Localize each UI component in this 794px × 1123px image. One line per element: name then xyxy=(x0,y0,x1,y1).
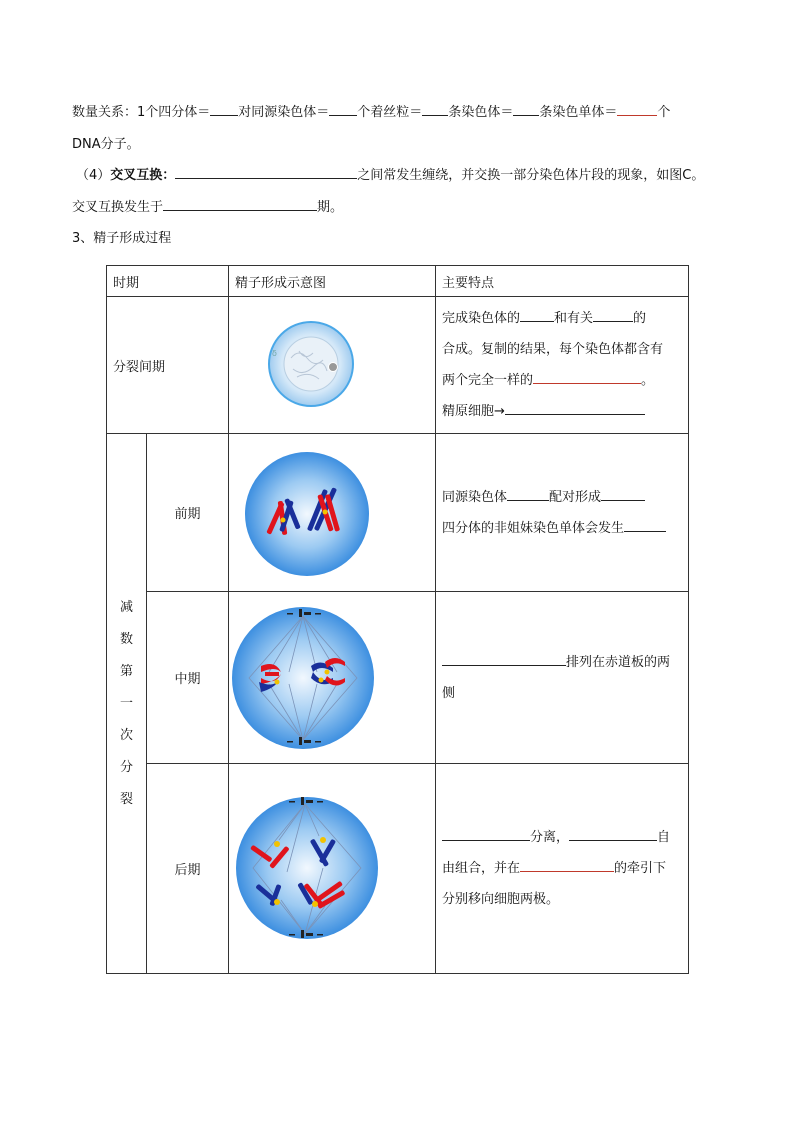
metaphase-label: 中期 xyxy=(147,592,229,764)
fill-blank[interactable] xyxy=(507,488,549,501)
table-header-row xyxy=(107,266,689,297)
text-segment: 个着丝粒＝ xyxy=(357,105,423,120)
fill-blank[interactable] xyxy=(533,371,641,384)
prophase-features: 同源染色体 配对形成 四分体的非姐妹染色单体会发生 xyxy=(436,434,689,592)
crossover-timing-line xyxy=(72,198,343,218)
fill-blank[interactable] xyxy=(593,309,633,322)
crossover-line xyxy=(76,166,704,186)
text-segment: 期。 xyxy=(317,200,344,215)
anaphase-cell-illustration xyxy=(229,764,435,973)
anaphase-label: 后期 xyxy=(147,764,229,974)
prophase-label: 前期 xyxy=(147,434,229,592)
fill-blank[interactable] xyxy=(210,103,238,116)
table-row-metaphase xyxy=(107,592,689,764)
quantity-relation-line xyxy=(72,103,670,123)
text-segment: 之间常发生缠绕，并交换一部分染色体片段的现象，如图C。 xyxy=(357,168,705,183)
text-segment: 交叉互换发生于 xyxy=(72,200,164,215)
svg-text:δ: δ xyxy=(272,348,277,358)
metaphase-diagram xyxy=(229,592,436,764)
cell-body xyxy=(236,797,378,939)
text-segment: 条染色体＝ xyxy=(448,105,514,120)
text-segment: 个 xyxy=(657,105,671,120)
fill-blank[interactable] xyxy=(442,828,530,841)
fill-blank[interactable] xyxy=(513,103,539,116)
cell-body xyxy=(232,607,374,749)
header-period: 时期 xyxy=(107,266,229,297)
table-row-prophase xyxy=(107,434,689,592)
fill-blank[interactable] xyxy=(601,488,645,501)
fill-blank[interactable] xyxy=(520,309,554,322)
fill-blank[interactable] xyxy=(329,103,357,116)
text-segment: 条染色单体＝ xyxy=(539,105,618,120)
fill-blank[interactable] xyxy=(617,103,657,116)
text-segment: 对同源染色体＝ xyxy=(238,105,330,120)
fill-blank[interactable] xyxy=(422,103,448,116)
interphase-diagram xyxy=(229,297,436,434)
anaphase-diagram xyxy=(229,764,436,974)
interphase-cell-illustration xyxy=(229,303,435,428)
metaphase-features: 排列在赤道板的两 侧 xyxy=(436,592,689,764)
fill-blank[interactable] xyxy=(624,519,666,532)
fill-blank[interactable] xyxy=(163,198,317,211)
fill-blank[interactable] xyxy=(569,828,657,841)
fill-blank[interactable] xyxy=(442,653,566,666)
term-crossover: 交叉互换： xyxy=(110,168,176,183)
prophase-diagram xyxy=(229,434,436,592)
metaphase-cell-illustration xyxy=(229,592,435,763)
dna-line: DNA分子。 xyxy=(72,137,140,152)
anaphase-features: 分离， 自 由组合，并在 的牵引下 分别移向细胞两极。 xyxy=(436,764,689,974)
interphase-label: 分裂间期 xyxy=(107,297,229,434)
cell-body xyxy=(245,452,369,576)
spermatogenesis-table xyxy=(106,265,689,974)
prophase-cell-illustration xyxy=(229,434,435,591)
table-row-anaphase xyxy=(107,764,689,974)
header-features: 主要特点 xyxy=(436,266,689,297)
item-number: （4） xyxy=(76,168,111,183)
meiosis-one-label: 减 数 第 一 次 分 裂 xyxy=(107,434,147,974)
fill-blank[interactable] xyxy=(520,859,614,872)
fill-blank[interactable] xyxy=(175,166,357,179)
section-title: 3、精子形成过程 xyxy=(72,231,172,246)
table-row-interphase xyxy=(107,297,689,434)
fill-blank[interactable] xyxy=(505,402,645,415)
nucleolus xyxy=(329,362,338,371)
header-diagram: 精子形成示意图 xyxy=(229,266,436,297)
text-segment: 数量关系：1个四分体＝ xyxy=(72,105,211,120)
interphase-features: 完成染色体的 和有关 的 合成。复制的结果，每个染色体都含有 两个完全一样的 。 精原细胞→ xyxy=(436,297,689,434)
